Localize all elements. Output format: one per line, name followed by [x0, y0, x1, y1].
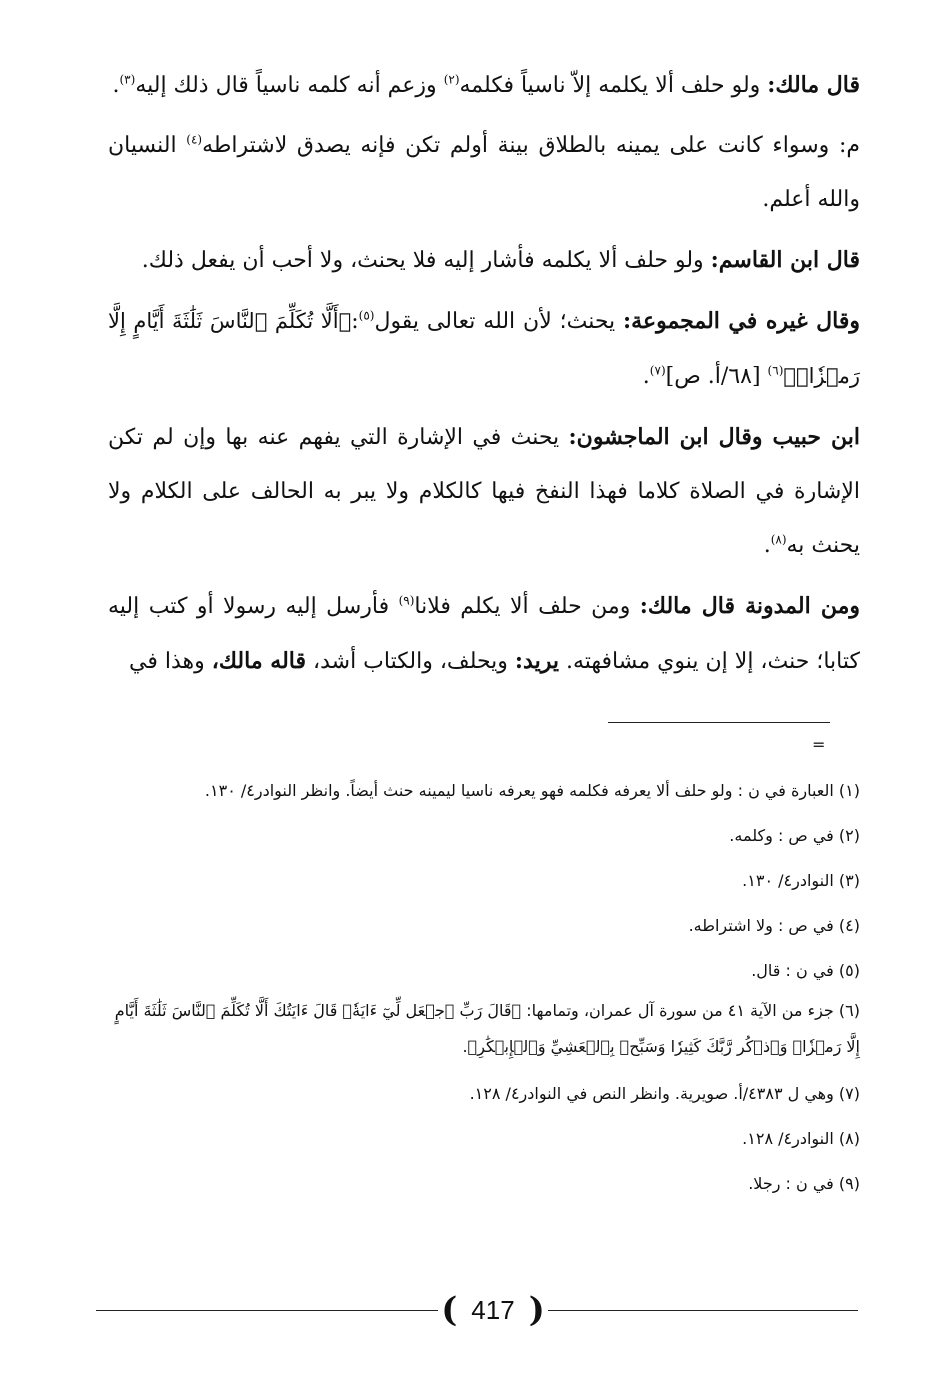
continuation-mark: = [812, 735, 826, 754]
text: . [642, 364, 650, 389]
footnote-1: (١) العبارة في ن : ولو حلف ألا يعرفه فكلمه فهو يعرفه ناسيا ليمينه حنث أيضاً. وانظر النوادر٤/ ١٣٠. [204, 781, 860, 800]
emphasis: يريد: [514, 648, 559, 674]
footnote-5: (٥) في ن : قال. [751, 961, 860, 980]
footnote-8: (٨) النوادر٤/ ١٢٨. [742, 1129, 860, 1148]
text: . [112, 73, 120, 98]
paragraph-5 [108, 410, 860, 573]
text: يحنث؛ لأن الله تعالى يقول [374, 309, 624, 334]
footer-rule-right [548, 1310, 858, 1311]
page-number-box [440, 1288, 546, 1332]
speaker: ابن حبيب وقال ابن الماجشون: [568, 424, 861, 450]
quran-quote: ﴿أَلَّا تُكَلِّمَ ٱلنَّاسَ ثَلَٰثَةَ أَيَّامٍ إِلَّا رَمۡزٗاۗ﴾ [108, 309, 860, 388]
footnote-7: (٧) وهي ل ٤٣٨٣/أ. صويرية. وانظر النص في النوادر٤/ ١٢٨. [469, 1084, 860, 1103]
footnote-9: (٩) في ن : رجلا. [748, 1174, 860, 1193]
text: وهذا في [129, 649, 212, 674]
bracket-left: ( [441, 1290, 458, 1330]
footnote-6: (٦) جزء من الآية ٤١ من سورة آل عمران، وتمامها: ﴿قَالَ رَبِّ ٱجۡعَل لِّيٓ ءَايَةٗۖ قَالَ ءَايَتُكَ أَلَّا تُكَلِّمَ ٱلنَّاسَ ثَلَٰثَةَ أَيَّامٍ إِلَّا رَمۡزٗاۗ وَٱذۡكُر رَّبَّكَ كَثِيرٗا وَسَبِّحۡ بِٱلۡعَشِيِّ وَٱلۡإِبۡكَٰرِ﴾. [114, 1001, 860, 1056]
footnote-ref[interactable]: (٧) [649, 363, 666, 378]
speaker: وقال غيره في المجموعة: [623, 308, 860, 334]
text: ولو حلف ألا يكلمه إلاّ ناسياً فكلمه [459, 73, 768, 98]
bracket-right: ) [528, 1290, 545, 1330]
text: النسيان والله أعلم. [108, 133, 860, 212]
speaker: قال ابن القاسم: [710, 247, 860, 273]
footnote-2: (٢) في ص : وكلمه. [729, 826, 860, 845]
footnote-ref[interactable]: (٦) [767, 363, 784, 378]
footnote-ref[interactable]: (٢) [443, 72, 460, 87]
paragraph-1 [108, 58, 860, 113]
text: يحنث في الإشارة التي يفهم عنه بها وإن لم تكن الإشارة في الصلاة كلاما فهذا النفخ فيها كالكلام ولا يبر به الحالف على الكلام ولا يحنث به [108, 425, 860, 558]
text: م: وسواء كانت على يمينه بالطلاق بينة أولم تكن فإنه يصدق لاشتراطه [202, 133, 860, 158]
text: وزعم أنه كلمه ناسياً قال ذلك إليه [135, 73, 444, 98]
text: ويحلف، والكتاب أشد، [306, 649, 515, 674]
main-text [108, 58, 860, 695]
speaker: ومن المدونة قال مالك: [639, 593, 860, 619]
paragraph-6 [108, 579, 860, 689]
paragraph-2 [108, 119, 860, 227]
text: . [763, 533, 771, 558]
footnote-4: (٤) في ص : ولا اشتراطه. [688, 916, 860, 935]
footnotes [108, 768, 860, 1206]
text: : [351, 309, 359, 334]
footnote-ref[interactable]: (٩) [398, 593, 415, 608]
emphasis: قاله مالك، [211, 648, 306, 674]
footer-rule-left [96, 1310, 438, 1311]
footnote-ref[interactable]: (٣) [119, 72, 136, 87]
paragraph-4 [108, 294, 860, 404]
footnote-ref[interactable]: (٤) [186, 132, 203, 147]
speaker: قال مالك: [767, 72, 860, 98]
footnote-ref[interactable]: (٨) [770, 532, 787, 547]
footnote-3: (٣) النوادر٤/ ١٣٠. [742, 871, 860, 890]
footnote-ref[interactable]: (٥) [358, 308, 375, 323]
footnote-separator [608, 722, 830, 723]
text: [٦٨/أ. ص] [665, 364, 768, 389]
text: فأرسل إليه رسولا أو كتب إليه كتابا؛ حنث، إلا إن ينوي مشافهته. [108, 594, 860, 674]
page-number: 417 [471, 1294, 515, 1325]
text: ولو حلف ألا يكلمه فأشار إليه فلا يحنث، ولا أحب أن يفعل ذلك. [141, 248, 711, 273]
paragraph-3 [108, 233, 860, 288]
text: ومن حلف ألا يكلم فلانا [414, 594, 640, 619]
